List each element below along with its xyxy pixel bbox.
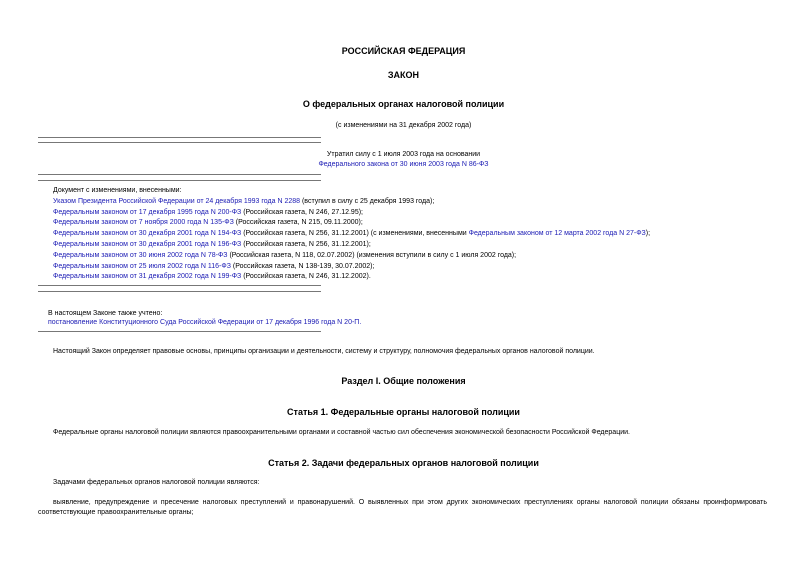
section-heading: Раздел I. Общие положения xyxy=(341,376,466,386)
amendment-note: (Российская газета, N 246, 27.12.95); xyxy=(241,208,363,216)
amendment-note: (Российская газета, N 118, 02.07.2002) (изменения вступили в силу с 1 июля 2002 года); xyxy=(227,251,517,259)
amendment-link[interactable]: Федеральным законом от 30 июня 2002 года N 78-ФЗ xyxy=(53,251,228,259)
list-item xyxy=(53,272,650,283)
article-2-paragraph: выявление, предупреждение и пресечение налоговых преступлений и правонарушений. О выявленных при этом других экономических преступлениях органы налоговой полиции обязаны проинформировать соответствующие правоохранительные органы; xyxy=(38,499,767,516)
divider xyxy=(38,285,321,286)
amendment-link[interactable]: Федеральным законом от 31 декабря 2002 года N 199-ФЗ xyxy=(53,273,242,281)
considered-link[interactable]: постановление Конституционного Суда Российской Федерации от 17 декабря 1996 года N 20-П. xyxy=(48,319,362,326)
amended-note: (с изменениями на 31 декабря 2002 года) xyxy=(335,122,472,129)
list-item xyxy=(53,197,650,208)
amendments-heading: Документ с изменениями, внесенными: xyxy=(53,187,182,194)
article-2-title: Статья 2. Задачи федеральных органов налоговой полиции xyxy=(268,458,539,468)
divider xyxy=(38,142,321,143)
divider xyxy=(38,291,321,292)
list-item xyxy=(53,218,650,229)
list-item xyxy=(53,229,650,240)
list-item xyxy=(53,262,650,273)
law-heading: ЗАКОН xyxy=(387,70,420,80)
amendment-link[interactable]: Федеральным законом от 17 декабря 1995 года N 200-ФЗ xyxy=(53,208,242,216)
amendment-note: (Российская газета, N 256, 31.12.2001) (с изменениями, внесенными xyxy=(241,230,469,238)
expiry-law-link[interactable]: Федерального закона от 30 июня 2003 года N 86-ФЗ xyxy=(318,161,489,168)
article-2-intro: Задачами федеральных органов налоговой полиции являются: xyxy=(53,479,260,486)
considered-note: В настоящем Законе также учтено: xyxy=(48,310,163,317)
amendment-link[interactable]: Федеральным законом от 25 июля 2002 года N 116-ФЗ xyxy=(53,262,231,270)
amendment-link[interactable]: Федеральным законом от 7 ноября 2000 года N 135-ФЗ xyxy=(53,219,234,227)
amendments-list xyxy=(53,186,650,283)
list-item xyxy=(53,208,650,219)
article-1-text: Федеральные органы налоговой полиции являются правоохранительными органами и составной частью сил обеспечения экономической безопасности Российской Федерации. xyxy=(53,429,630,436)
intro-paragraph: Настоящий Закон определяет правовые основы, принципы организации и деятельности, систему и структуру, полномочия федеральных органов налоговой полиции. xyxy=(53,348,595,355)
amendment-link[interactable]: Федеральным законом от 12 марта 2002 года N 27-ФЗ xyxy=(468,230,646,238)
amendment-link[interactable]: Федеральным законом от 30 декабря 2001 года N 196-ФЗ xyxy=(53,240,242,248)
divider xyxy=(38,174,321,175)
expiry-note: Утратил силу с 1 июля 2003 года на основании xyxy=(326,151,481,158)
divider xyxy=(38,180,321,181)
federation-heading: РОССИЙСКАЯ ФЕДЕРАЦИЯ xyxy=(341,46,466,56)
article-1-title: Статья 1. Федеральные органы налоговой полиции xyxy=(287,407,520,417)
amendment-note: (Российская газета, N 215, 09.11.2000); xyxy=(233,219,363,227)
amendment-note: (Российская газета, N 246, 31.12.2002). xyxy=(241,273,371,281)
page-title: О федеральных органах налоговой полиции xyxy=(302,99,505,109)
amendment-link[interactable]: Указом Президента Российской Федерации от 24 декабря 1993 года N 2288 xyxy=(53,197,301,205)
divider xyxy=(38,137,321,138)
amendment-note: (вступил в силу с 25 декабря 1993 года); xyxy=(300,197,435,205)
divider xyxy=(38,331,321,332)
amendment-note: ); xyxy=(645,230,651,238)
list-item xyxy=(53,251,650,262)
list-item xyxy=(53,240,650,251)
amendment-link[interactable]: Федеральным законом от 30 декабря 2001 года N 194-ФЗ xyxy=(53,230,242,238)
amendment-note: (Российская газета, N 256, 31.12.2001); xyxy=(241,240,371,248)
amendment-note: (Российская газета, N 138-139, 30.07.2002); xyxy=(230,262,375,270)
